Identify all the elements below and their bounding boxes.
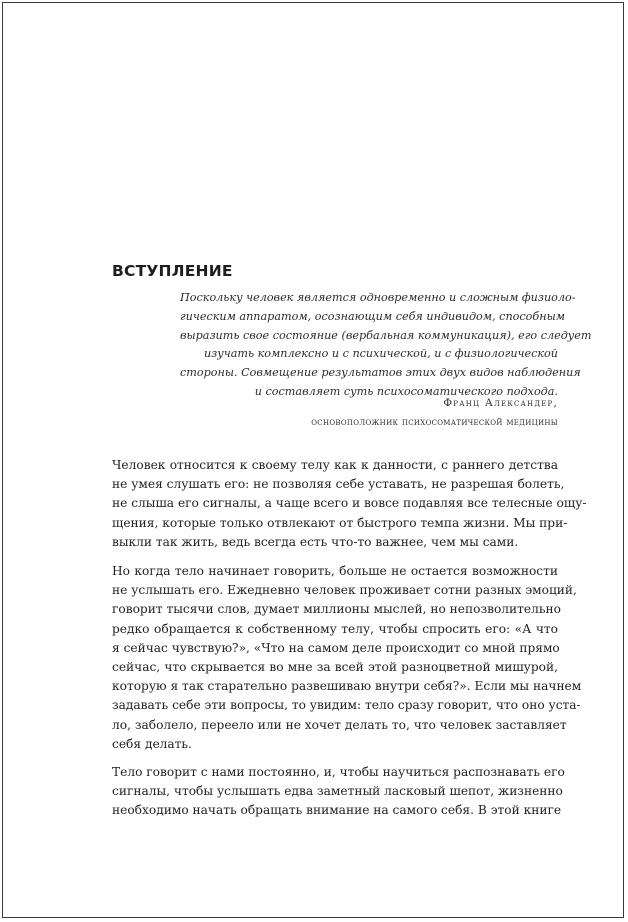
epigraph-line: стороны. Совмещение результатов этих двух видов наблюдения bbox=[180, 366, 581, 380]
paragraph-line: Человек относится к своему телу как к данности, с раннего детства bbox=[112, 458, 558, 472]
paragraph bbox=[112, 562, 582, 754]
epigraph bbox=[180, 289, 592, 402]
paragraph-line: не умея слушать его: не позволяя себе уставать, не разрешая болеть, bbox=[112, 477, 565, 492]
epigraph-line: изучать комплексно и с психической, и с физиологической bbox=[203, 347, 558, 361]
paragraph-line: необходимо начать обращать внимание на самого себя. В этой книге bbox=[112, 803, 562, 818]
paragraph-line: говорит тысячи слов, думает миллионы мыслей, но непозволительно bbox=[112, 602, 561, 617]
paragraph-line: Но когда тело начинает говорить, больше не остается возможности bbox=[112, 564, 558, 578]
paragraph-line: задавать себе эти вопросы, то увидим: тело сразу говорит, что оно уста- bbox=[112, 698, 581, 713]
epigraph-line: выразить свое состояние (вербальная коммуникация), его следует bbox=[180, 328, 592, 342]
chapter-heading: ВСТУПЛЕНИЕ bbox=[112, 262, 233, 280]
paragraph bbox=[112, 456, 587, 552]
paragraph-line: не услышать его. Ежедневно человек проживает сотни разных эмоций, bbox=[112, 583, 577, 598]
paragraph-line: сигналы, чтобы услышать едва заметный ласковый шепот, жизненно bbox=[112, 784, 563, 799]
paragraph-line: выкли так жить, ведь всегда есть что-то важнее, чем мы сами. bbox=[112, 534, 519, 549]
epigraph-line: Поскольку человек является одновременно и сложным физиоло- bbox=[180, 291, 576, 304]
paragraph-line: щения, которые только отвлекают от быстрого темпа жизни. Мы при- bbox=[112, 515, 568, 530]
epigraph-author-role: основоположник психосоматической медицины bbox=[311, 416, 558, 428]
paragraph-line: которую я так старательно развешиваю внутри себя?». Если мы начнем bbox=[112, 679, 582, 694]
paragraph-line: не слыша его сигналы, а чаще всего и вовсе подавляя все телесные ощу- bbox=[112, 496, 587, 511]
epigraph-line: гическим аппаратом, осознающим себя индивидом, способным bbox=[180, 309, 565, 323]
paragraph-line: сейчас, что скрывается во мне за всей этой разноцветной мишурой, bbox=[112, 660, 558, 675]
paragraph-line: Тело говорит с нами постоянно, и, чтобы научиться распознавать его bbox=[112, 765, 565, 779]
paragraph-line: я сейчас чувствую?», «Что на самом деле происходит со мной прямо bbox=[112, 640, 560, 655]
paragraph-line: себя делать. bbox=[112, 736, 192, 751]
epigraph-line: и составляет суть психосоматического подхода. bbox=[254, 384, 558, 398]
paragraph-line: редко обращается к собственному телу, чтобы спросить его: «А что bbox=[112, 621, 558, 636]
epigraph-author: Франц Александер, bbox=[443, 397, 558, 409]
paragraph-line: ло, заболело, переело или не хочет делать то, что человек заставляет bbox=[112, 717, 567, 732]
paragraph bbox=[112, 763, 565, 821]
